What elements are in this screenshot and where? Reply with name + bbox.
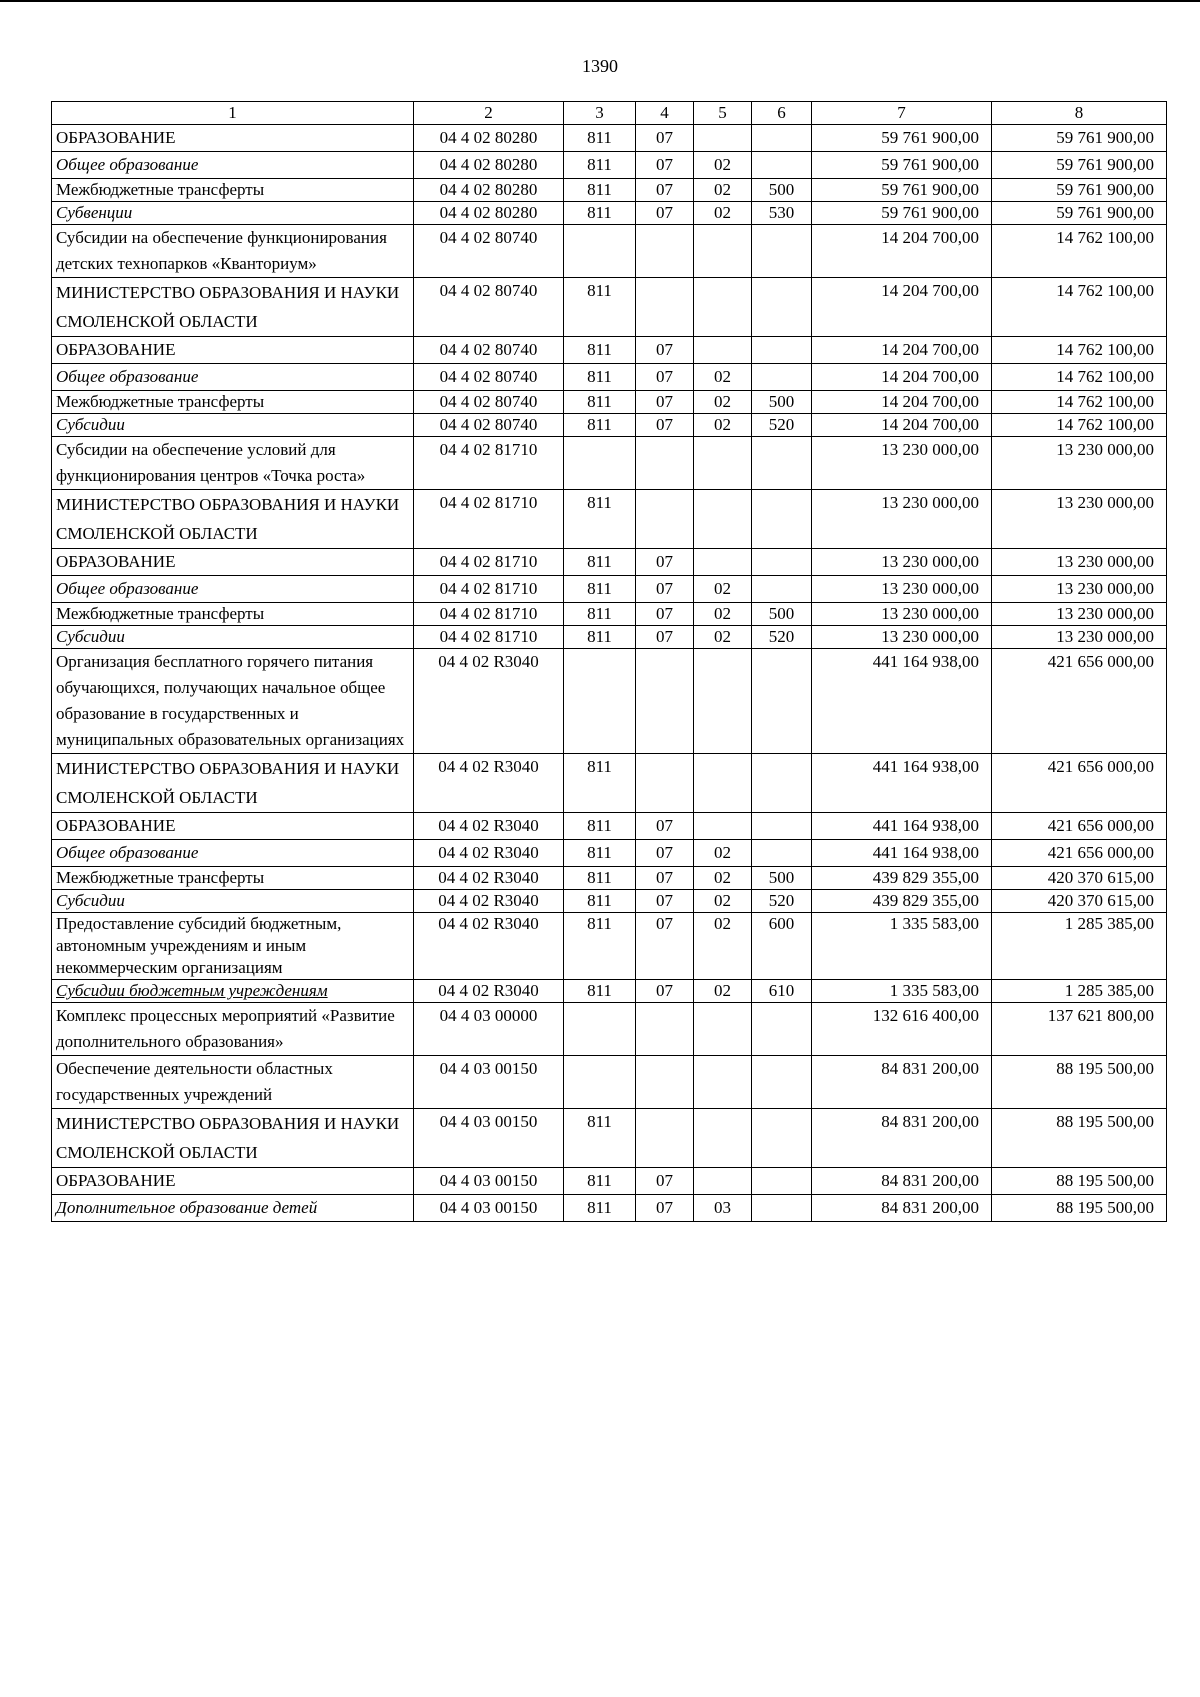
row-name-cell: Межбюджетные трансферты — [52, 391, 414, 414]
target-code-cell: 04 4 02 81710 — [414, 490, 564, 549]
department-code-cell: 811 — [564, 391, 636, 414]
table-row — [52, 754, 1167, 813]
amount-year2-cell: 88 195 500,00 — [992, 1056, 1167, 1109]
expense-type-cell — [752, 1109, 812, 1168]
subsection-code-cell: 02 — [694, 364, 752, 391]
department-code-cell: 811 — [564, 337, 636, 364]
section-code-cell — [636, 490, 694, 549]
target-code-cell: 04 4 02 R3040 — [414, 754, 564, 813]
amount-year1-cell: 439 829 355,00 — [812, 890, 992, 913]
amount-year2-cell: 14 762 100,00 — [992, 278, 1167, 337]
row-name-cell: ОБРАЗОВАНИЕ — [52, 337, 414, 364]
table-row — [52, 337, 1167, 364]
target-code-cell: 04 4 02 81710 — [414, 437, 564, 490]
table-row — [52, 980, 1167, 1003]
row-name-cell: ОБРАЗОВАНИЕ — [52, 1168, 414, 1195]
row-name-cell: ОБРАЗОВАНИЕ — [52, 125, 414, 152]
department-code-cell — [564, 225, 636, 278]
row-name-cell: Субсидии бюджетным учреждениям — [52, 980, 414, 1003]
target-code-cell: 04 4 02 81710 — [414, 549, 564, 576]
row-name-cell: Субсидии на обеспечение функционирования детских технопарков «Кванториум» — [52, 225, 414, 278]
row-name-cell: Организация бесплатного горячего питания обучающихся, получающих начальное общее образование в государственных и муниципальных образовательных организациях — [52, 649, 414, 754]
table-row — [52, 225, 1167, 278]
section-code-cell: 07 — [636, 414, 694, 437]
section-code-cell — [636, 437, 694, 490]
expense-type-cell — [752, 152, 812, 179]
section-code-cell: 07 — [636, 576, 694, 603]
expense-type-cell: 500 — [752, 867, 812, 890]
department-code-cell: 811 — [564, 364, 636, 391]
section-code-cell: 07 — [636, 626, 694, 649]
amount-year2-cell: 421 656 000,00 — [992, 813, 1167, 840]
table-row — [52, 490, 1167, 549]
amount-year2-cell: 59 761 900,00 — [992, 152, 1167, 179]
subsection-code-cell — [694, 754, 752, 813]
row-name-cell: МИНИСТЕРСТВО ОБРАЗОВАНИЯ И НАУКИ СМОЛЕНСКОЙ ОБЛАСТИ — [52, 278, 414, 337]
amount-year1-cell: 13 230 000,00 — [812, 603, 992, 626]
row-name-cell: ОБРАЗОВАНИЕ — [52, 813, 414, 840]
section-code-cell — [636, 754, 694, 813]
expense-type-cell: 520 — [752, 414, 812, 437]
amount-year1-cell: 14 204 700,00 — [812, 414, 992, 437]
subsection-code-cell — [694, 125, 752, 152]
amount-year1-cell: 14 204 700,00 — [812, 391, 992, 414]
amount-year1-cell: 1 335 583,00 — [812, 980, 992, 1003]
subsection-code-cell — [694, 649, 752, 754]
amount-year1-cell: 1 335 583,00 — [812, 913, 992, 980]
amount-year1-cell: 14 204 700,00 — [812, 278, 992, 337]
department-code-cell: 811 — [564, 980, 636, 1003]
expense-type-cell — [752, 337, 812, 364]
table-row — [52, 152, 1167, 179]
department-code-cell: 811 — [564, 278, 636, 337]
row-name-cell: Субсидии — [52, 414, 414, 437]
subsection-code-cell — [694, 490, 752, 549]
row-name-cell: Субсидии на обеспечение условий для функционирования центров «Точка роста» — [52, 437, 414, 490]
amount-year1-cell: 59 761 900,00 — [812, 202, 992, 225]
subsection-code-cell: 02 — [694, 391, 752, 414]
section-code-cell: 07 — [636, 840, 694, 867]
table-row — [52, 1168, 1167, 1195]
header-cell: 1 — [52, 102, 414, 125]
amount-year1-cell: 14 204 700,00 — [812, 337, 992, 364]
department-code-cell: 811 — [564, 414, 636, 437]
expense-type-cell — [752, 576, 812, 603]
table-row — [52, 913, 1167, 980]
target-code-cell: 04 4 02 R3040 — [414, 813, 564, 840]
expense-type-cell: 600 — [752, 913, 812, 980]
subsection-code-cell: 03 — [694, 1195, 752, 1222]
subsection-code-cell — [694, 1109, 752, 1168]
expense-type-cell — [752, 490, 812, 549]
amount-year2-cell: 14 762 100,00 — [992, 364, 1167, 391]
section-code-cell: 07 — [636, 152, 694, 179]
amount-year2-cell: 14 762 100,00 — [992, 225, 1167, 278]
header-cell: 4 — [636, 102, 694, 125]
amount-year2-cell: 13 230 000,00 — [992, 549, 1167, 576]
target-code-cell: 04 4 03 00150 — [414, 1195, 564, 1222]
department-code-cell: 811 — [564, 1195, 636, 1222]
expense-type-cell: 520 — [752, 890, 812, 913]
section-code-cell — [636, 1003, 694, 1056]
department-code-cell: 811 — [564, 626, 636, 649]
target-code-cell: 04 4 02 80740 — [414, 364, 564, 391]
row-name-cell: МИНИСТЕРСТВО ОБРАЗОВАНИЯ И НАУКИ СМОЛЕНСКОЙ ОБЛАСТИ — [52, 754, 414, 813]
amount-year1-cell: 439 829 355,00 — [812, 867, 992, 890]
department-code-cell: 811 — [564, 913, 636, 980]
expense-type-cell — [752, 1003, 812, 1056]
amount-year1-cell: 441 164 938,00 — [812, 813, 992, 840]
amount-year2-cell: 421 656 000,00 — [992, 754, 1167, 813]
row-name-cell: Межбюджетные трансферты — [52, 867, 414, 890]
section-code-cell — [636, 225, 694, 278]
expense-type-cell: 500 — [752, 391, 812, 414]
expense-type-cell — [752, 225, 812, 278]
expense-type-cell — [752, 1195, 812, 1222]
department-code-cell: 811 — [564, 813, 636, 840]
section-code-cell: 07 — [636, 337, 694, 364]
expense-type-cell — [752, 1056, 812, 1109]
amount-year1-cell: 441 164 938,00 — [812, 649, 992, 754]
table-row — [52, 1109, 1167, 1168]
target-code-cell: 04 4 02 80740 — [414, 278, 564, 337]
amount-year2-cell: 13 230 000,00 — [992, 576, 1167, 603]
table-row — [52, 414, 1167, 437]
subsection-code-cell: 02 — [694, 840, 752, 867]
section-code-cell — [636, 1056, 694, 1109]
amount-year2-cell: 13 230 000,00 — [992, 490, 1167, 549]
row-name-cell: Субсидии — [52, 626, 414, 649]
subsection-code-cell: 02 — [694, 202, 752, 225]
expense-type-cell — [752, 437, 812, 490]
row-name-cell: Общее образование — [52, 840, 414, 867]
amount-year2-cell: 14 762 100,00 — [992, 391, 1167, 414]
target-code-cell: 04 4 03 00150 — [414, 1168, 564, 1195]
amount-year1-cell: 84 831 200,00 — [812, 1109, 992, 1168]
row-name-cell: Общее образование — [52, 364, 414, 391]
section-code-cell: 07 — [636, 1195, 694, 1222]
section-code-cell — [636, 278, 694, 337]
target-code-cell: 04 4 02 80740 — [414, 414, 564, 437]
row-name-cell: Субсидии — [52, 890, 414, 913]
amount-year1-cell: 59 761 900,00 — [812, 179, 992, 202]
row-name-cell: Межбюджетные трансферты — [52, 603, 414, 626]
table-row — [52, 649, 1167, 754]
subsection-code-cell — [694, 813, 752, 840]
department-code-cell — [564, 649, 636, 754]
expense-type-cell — [752, 278, 812, 337]
amount-year2-cell: 13 230 000,00 — [992, 626, 1167, 649]
subsection-code-cell: 02 — [694, 414, 752, 437]
subsection-code-cell — [694, 1056, 752, 1109]
amount-year2-cell: 59 761 900,00 — [992, 179, 1167, 202]
section-code-cell: 07 — [636, 913, 694, 980]
amount-year2-cell: 13 230 000,00 — [992, 437, 1167, 490]
section-code-cell: 07 — [636, 813, 694, 840]
header-row — [52, 102, 1167, 125]
amount-year2-cell: 421 656 000,00 — [992, 840, 1167, 867]
amount-year2-cell: 1 285 385,00 — [992, 980, 1167, 1003]
department-code-cell: 811 — [564, 1109, 636, 1168]
amount-year1-cell: 441 164 938,00 — [812, 840, 992, 867]
department-code-cell: 811 — [564, 152, 636, 179]
amount-year2-cell: 59 761 900,00 — [992, 202, 1167, 225]
amount-year2-cell: 13 230 000,00 — [992, 603, 1167, 626]
expense-type-cell: 500 — [752, 603, 812, 626]
target-code-cell: 04 4 03 00150 — [414, 1056, 564, 1109]
subsection-code-cell: 02 — [694, 867, 752, 890]
amount-year1-cell: 13 230 000,00 — [812, 626, 992, 649]
amount-year1-cell: 132 616 400,00 — [812, 1003, 992, 1056]
amount-year2-cell: 420 370 615,00 — [992, 890, 1167, 913]
expense-type-cell: 520 — [752, 626, 812, 649]
scan-top-edge — [0, 0, 1200, 2]
expense-type-cell — [752, 754, 812, 813]
row-name-cell: Обеспечение деятельности областных государственных учреждений — [52, 1056, 414, 1109]
department-code-cell: 811 — [564, 490, 636, 549]
table-row — [52, 867, 1167, 890]
table-row — [52, 125, 1167, 152]
amount-year1-cell: 441 164 938,00 — [812, 754, 992, 813]
department-code-cell: 811 — [564, 867, 636, 890]
header-cell: 2 — [414, 102, 564, 125]
row-name-cell: Общее образование — [52, 576, 414, 603]
amount-year2-cell: 137 621 800,00 — [992, 1003, 1167, 1056]
subsection-code-cell — [694, 1168, 752, 1195]
table-row — [52, 391, 1167, 414]
row-name-cell: Комплекс процессных мероприятий «Развитие дополнительного образования» — [52, 1003, 414, 1056]
amount-year1-cell: 13 230 000,00 — [812, 549, 992, 576]
department-code-cell: 811 — [564, 840, 636, 867]
expense-type-cell: 500 — [752, 179, 812, 202]
department-code-cell — [564, 1003, 636, 1056]
table-row — [52, 549, 1167, 576]
amount-year2-cell: 420 370 615,00 — [992, 867, 1167, 890]
target-code-cell: 04 4 03 00000 — [414, 1003, 564, 1056]
department-code-cell — [564, 1056, 636, 1109]
subsection-code-cell — [694, 278, 752, 337]
row-name-cell: ОБРАЗОВАНИЕ — [52, 549, 414, 576]
row-name-cell: Предоставление субсидий бюджетным, автономным учреждениям и иным некоммерческим организациям — [52, 913, 414, 980]
row-name-cell: МИНИСТЕРСТВО ОБРАЗОВАНИЯ И НАУКИ СМОЛЕНСКОЙ ОБЛАСТИ — [52, 1109, 414, 1168]
department-code-cell: 811 — [564, 576, 636, 603]
header-cell: 6 — [752, 102, 812, 125]
target-code-cell: 04 4 02 R3040 — [414, 840, 564, 867]
row-name-cell: Общее образование — [52, 152, 414, 179]
expense-type-cell — [752, 364, 812, 391]
section-code-cell: 07 — [636, 890, 694, 913]
subsection-code-cell — [694, 1003, 752, 1056]
amount-year1-cell: 13 230 000,00 — [812, 576, 992, 603]
target-code-cell: 04 4 02 80280 — [414, 152, 564, 179]
budget-table — [51, 101, 1167, 1222]
target-code-cell: 04 4 02 R3040 — [414, 649, 564, 754]
target-code-cell: 04 4 02 80280 — [414, 179, 564, 202]
table-row — [52, 437, 1167, 490]
table-row — [52, 890, 1167, 913]
amount-year1-cell: 59 761 900,00 — [812, 152, 992, 179]
amount-year2-cell: 88 195 500,00 — [992, 1195, 1167, 1222]
expense-type-cell — [752, 840, 812, 867]
subsection-code-cell: 02 — [694, 980, 752, 1003]
subsection-code-cell: 02 — [694, 913, 752, 980]
amount-year1-cell: 84 831 200,00 — [812, 1168, 992, 1195]
section-code-cell: 07 — [636, 364, 694, 391]
table-row — [52, 603, 1167, 626]
section-code-cell: 07 — [636, 202, 694, 225]
amount-year2-cell: 14 762 100,00 — [992, 414, 1167, 437]
subsection-code-cell: 02 — [694, 152, 752, 179]
amount-year2-cell: 88 195 500,00 — [992, 1168, 1167, 1195]
amount-year2-cell: 88 195 500,00 — [992, 1109, 1167, 1168]
target-code-cell: 04 4 02 R3040 — [414, 867, 564, 890]
amount-year1-cell: 14 204 700,00 — [812, 225, 992, 278]
amount-year1-cell: 13 230 000,00 — [812, 490, 992, 549]
target-code-cell: 04 4 02 81710 — [414, 603, 564, 626]
table-row — [52, 202, 1167, 225]
amount-year1-cell: 59 761 900,00 — [812, 125, 992, 152]
table-row — [52, 626, 1167, 649]
row-name-cell: Субвенции — [52, 202, 414, 225]
table-row — [52, 813, 1167, 840]
target-code-cell: 04 4 02 R3040 — [414, 913, 564, 980]
subsection-code-cell: 02 — [694, 179, 752, 202]
target-code-cell: 04 4 02 R3040 — [414, 890, 564, 913]
section-code-cell: 07 — [636, 391, 694, 414]
amount-year2-cell: 14 762 100,00 — [992, 337, 1167, 364]
header-cell: 7 — [812, 102, 992, 125]
department-code-cell: 811 — [564, 890, 636, 913]
target-code-cell: 04 4 02 81710 — [414, 626, 564, 649]
target-code-cell: 04 4 02 80280 — [414, 202, 564, 225]
subsection-code-cell: 02 — [694, 576, 752, 603]
department-code-cell: 811 — [564, 1168, 636, 1195]
row-name-cell: МИНИСТЕРСТВО ОБРАЗОВАНИЯ И НАУКИ СМОЛЕНСКОЙ ОБЛАСТИ — [52, 490, 414, 549]
table-row — [52, 1003, 1167, 1056]
target-code-cell: 04 4 03 00150 — [414, 1109, 564, 1168]
section-code-cell — [636, 1109, 694, 1168]
department-code-cell: 811 — [564, 603, 636, 626]
department-code-cell: 811 — [564, 125, 636, 152]
department-code-cell: 811 — [564, 549, 636, 576]
header-cell: 5 — [694, 102, 752, 125]
section-code-cell: 07 — [636, 125, 694, 152]
section-code-cell: 07 — [636, 867, 694, 890]
section-code-cell: 07 — [636, 179, 694, 202]
subsection-code-cell: 02 — [694, 626, 752, 649]
subsection-code-cell: 02 — [694, 890, 752, 913]
department-code-cell: 811 — [564, 179, 636, 202]
subsection-code-cell — [694, 225, 752, 278]
expense-type-cell — [752, 1168, 812, 1195]
department-code-cell: 811 — [564, 202, 636, 225]
subsection-code-cell — [694, 437, 752, 490]
target-code-cell: 04 4 02 R3040 — [414, 980, 564, 1003]
subsection-code-cell — [694, 549, 752, 576]
table-row — [52, 278, 1167, 337]
target-code-cell: 04 4 02 80280 — [414, 125, 564, 152]
table-row — [52, 576, 1167, 603]
row-name-cell: Межбюджетные трансферты — [52, 179, 414, 202]
table-row — [52, 1195, 1167, 1222]
target-code-cell: 04 4 02 81710 — [414, 576, 564, 603]
header-cell: 8 — [992, 102, 1167, 125]
table-row — [52, 364, 1167, 391]
header-cell: 3 — [564, 102, 636, 125]
section-code-cell — [636, 649, 694, 754]
amount-year1-cell: 13 230 000,00 — [812, 437, 992, 490]
expense-type-cell — [752, 549, 812, 576]
table-body — [52, 125, 1167, 1222]
target-code-cell: 04 4 02 80740 — [414, 225, 564, 278]
target-code-cell: 04 4 02 80740 — [414, 337, 564, 364]
section-code-cell: 07 — [636, 549, 694, 576]
amount-year1-cell: 14 204 700,00 — [812, 364, 992, 391]
expense-type-cell — [752, 813, 812, 840]
page-number: 1390 — [582, 56, 618, 76]
amount-year2-cell: 421 656 000,00 — [992, 649, 1167, 754]
expense-type-cell — [752, 649, 812, 754]
target-code-cell: 04 4 02 80740 — [414, 391, 564, 414]
section-code-cell: 07 — [636, 980, 694, 1003]
table-row — [52, 1056, 1167, 1109]
expense-type-cell: 610 — [752, 980, 812, 1003]
department-code-cell: 811 — [564, 754, 636, 813]
expense-type-cell — [752, 125, 812, 152]
amount-year2-cell: 59 761 900,00 — [992, 125, 1167, 152]
amount-year2-cell: 1 285 385,00 — [992, 913, 1167, 980]
section-code-cell: 07 — [636, 1168, 694, 1195]
section-code-cell: 07 — [636, 603, 694, 626]
department-code-cell — [564, 437, 636, 490]
table-row — [52, 179, 1167, 202]
table-row — [52, 840, 1167, 867]
row-name-cell: Дополнительное образование детей — [52, 1195, 414, 1222]
amount-year1-cell: 84 831 200,00 — [812, 1056, 992, 1109]
subsection-code-cell — [694, 337, 752, 364]
expense-type-cell: 530 — [752, 202, 812, 225]
amount-year1-cell: 84 831 200,00 — [812, 1195, 992, 1222]
subsection-code-cell: 02 — [694, 603, 752, 626]
